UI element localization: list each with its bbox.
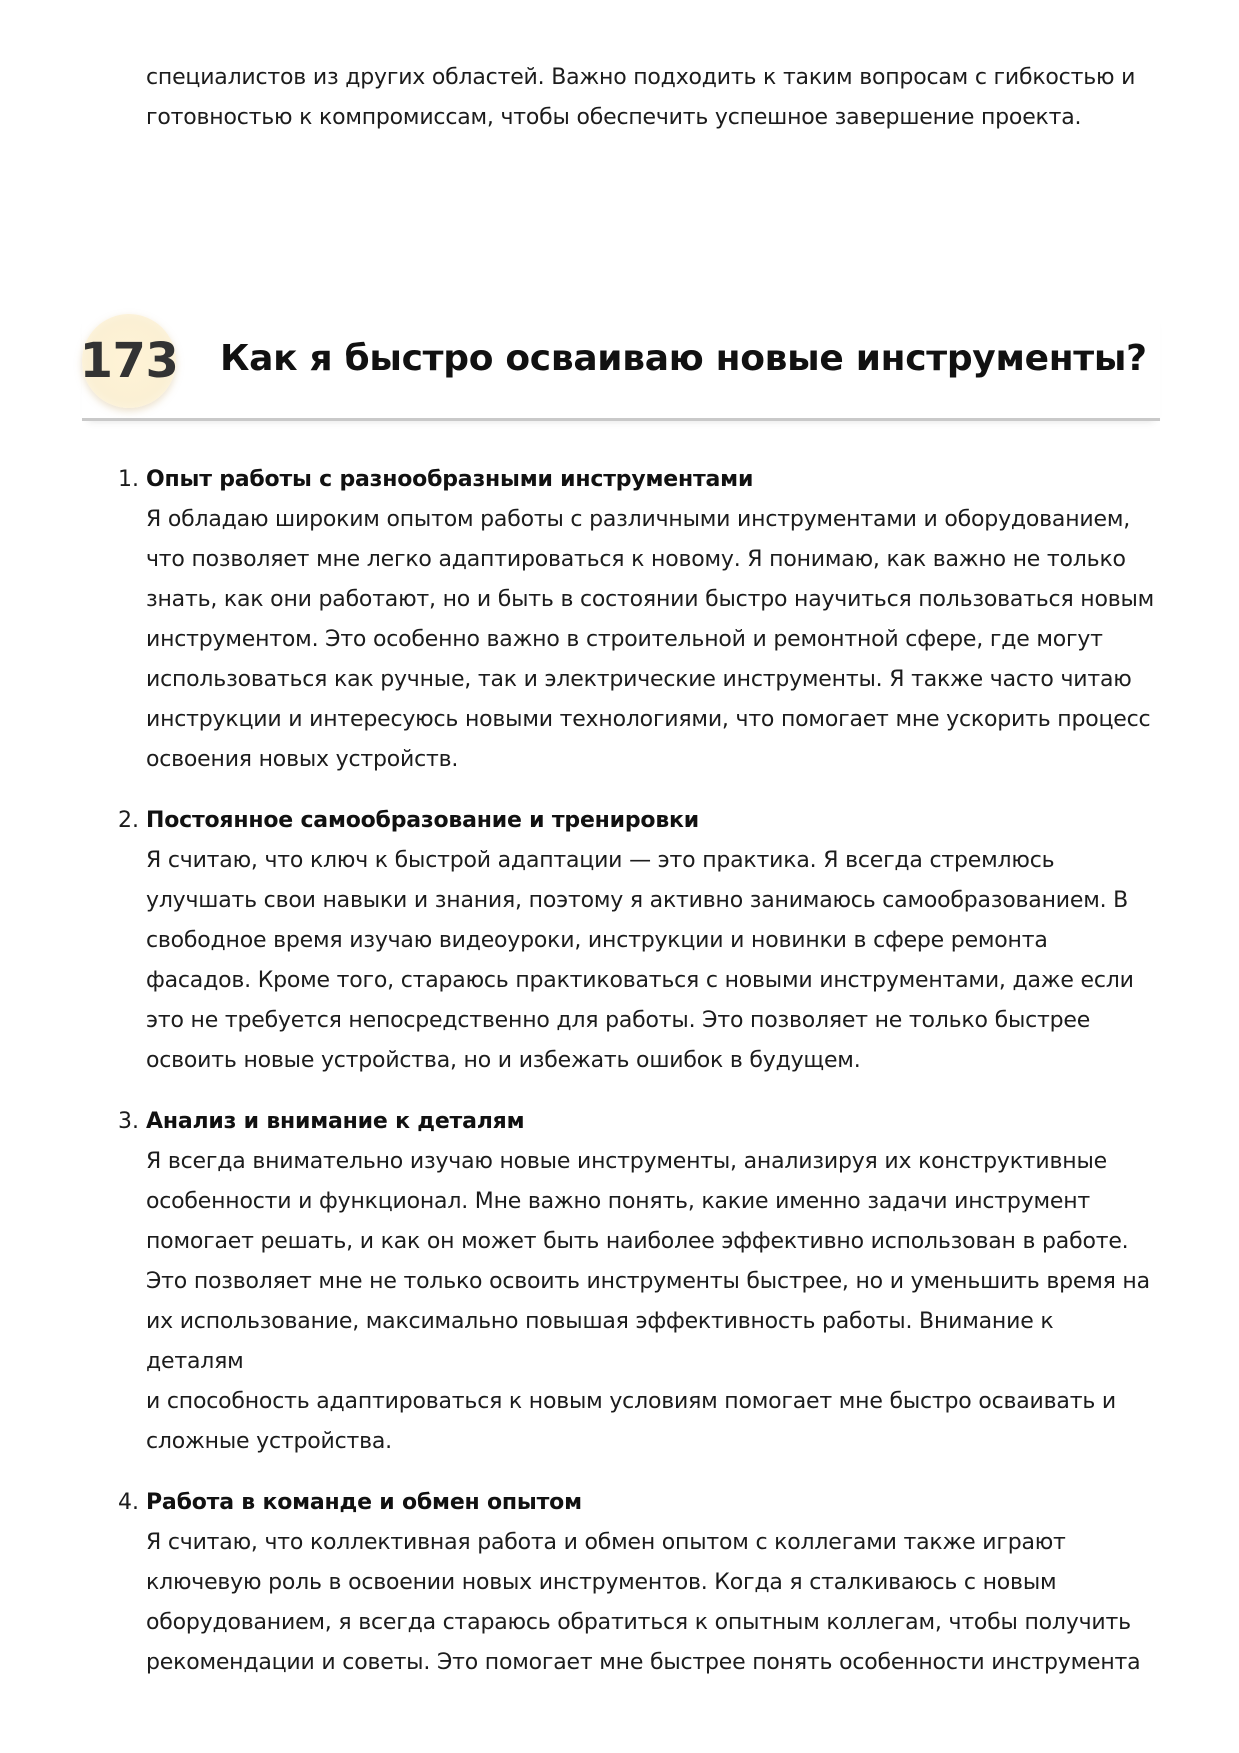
list-item-body: Я всегда внимательно изучаю новые инструменты, анализируя их конструктивные особенности и функционал. Мне важно понять, какие именно задачи инструмент помогает решать, и как он может быть наиболее эффективно использован в работе. Это позволяет мне не только освоить инструменты быстрее, но и уменьшить время на их использование, максимально повышая эффективность работы. Внимание к деталям и способность адаптироваться к новым условиям помогает мне быстро осваивать и сложные устройства. [146,1149,1150,1454]
list-item-number: 2. [118,808,139,833]
list-item-body: Я обладаю широким опытом работы с различными инструментами и оборудованием, что позволяет мне легко адаптироваться к новому. Я понимаю, как важно не только знать, как они работают, но и быть в состоянии быстро научиться пользоваться новым инструментом. Это особенно важно в строительной и ремонтной сфере, где могут использоваться как ручные, так и электрические инструменты. Я также часто читаю инструкции и интересуюсь новыми технологиями, что помогает мне ускорить процесс освоения новых устройств. [146,507,1155,772]
list-item-number: 1. [118,467,139,492]
section-number-badge: 173 [82,314,176,408]
list-item [118,1483,1156,1683]
list-item [118,460,1156,780]
list-item-body: Я считаю, что ключ к быстрой адаптации — это практика. Я всегда стремлюсь улучшать свои навыки и знания, поэтому я активно занимаюсь самообразованием. В свободное время изучаю видеоуроки, инструкции и новинки в сфере ремонта фасадов. Кроме того, стараюсь практиковаться с новыми инструментами, даже если это не требуется непосредственно для работы. Это позволяет не только быстрее освоить новые устройства, но и избежать ошибок в будущем. [146,848,1134,1073]
list-item-title: Работа в команде и обмен опытом [146,1490,582,1515]
answer-list [118,460,1156,1704]
list-item-number: 4. [118,1490,139,1515]
list-item [118,801,1156,1081]
intro-paragraph: специалистов из других областей. Важно подходить к таким вопросам с гибкостью и готовностью к компромиссам, чтобы обеспечить успешное завершение проекта. [146,65,1136,130]
section-title: Как я быстро осваиваю новые инструменты? [220,338,1147,379]
list-item-number: 3. [118,1109,139,1134]
list-item-body: Я считаю, что коллективная работа и обмен опытом с коллегами также играют ключевую роль в освоении новых инструментов. Когда я сталкиваюсь с новым оборудованием, я всегда стараюсь обратиться к опытным коллегам, чтобы получить рекомендации и советы. Это помогает мне быстрее понять особенности инструмента [146,1530,1141,1675]
list-item-title: Анализ и внимание к деталям [146,1109,525,1134]
section-header [79,312,1160,421]
list-item [118,1102,1156,1462]
list-item-title: Постоянное самообразование и тренировки [146,808,700,833]
list-item-title: Опыт работы с разнообразными инструментами [146,467,754,492]
